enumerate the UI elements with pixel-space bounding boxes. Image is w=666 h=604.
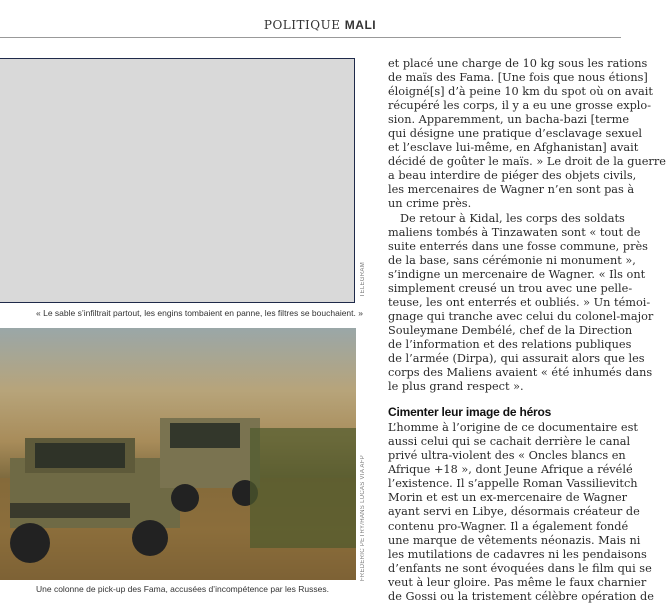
text-line: ayant servi en Libye, désormais créateur de: [388, 505, 640, 519]
photo-credit-1: TELEGRAM: [360, 262, 366, 298]
text-line: récupéré les corps, il y a eu une grosse explo-: [388, 99, 652, 113]
text-line: Morin et est un ex-mercenaire de Wagner: [388, 491, 628, 505]
text-line: veut à leur gloire. Pas même le faux charnier: [388, 575, 647, 589]
text-line: sion. Apparemment, un bacha-bazi [terme: [388, 113, 630, 127]
text-line: d’enfants ne sont évoquées dans le film qui se: [388, 561, 652, 575]
text-line: Afrique +18 », dont Jeune Afrique a révélé: [388, 463, 633, 477]
subheading: Cimenter leur image de héros: [388, 405, 552, 420]
text-line: suite enterrés dans une fosse commune, près: [388, 239, 648, 253]
paragraph-2: [388, 211, 654, 395]
text-line: les mercenaires de Wagner n’en sont pas à: [388, 183, 635, 197]
text-line: qui désigne une pratique d’esclavage sexuel: [388, 127, 642, 141]
text-line: privé ultra-violent des « Oncles blancs en: [388, 449, 626, 463]
text-line: de Gossi ou la tristement célèbre opération de: [388, 589, 654, 603]
text-line: De retour à Kidal, les corps des soldats: [400, 211, 625, 225]
text-line: simplement creusé un trou avec une pelle-: [388, 281, 633, 295]
text-line: Souleymane Dembélé, chef de la Direction: [388, 323, 633, 337]
convoy-illustration: [0, 328, 356, 580]
header-rule: [0, 37, 621, 38]
text-line: les mutilations de cadavres ni les pendaisons: [388, 547, 647, 561]
text-line: corps des Maliens avaient « été inhumés dans: [388, 366, 653, 380]
text-line: teuse, les ont enterrés et oubliés. » Un témoi-: [388, 295, 651, 309]
paragraph-3: [388, 421, 654, 604]
text-line: décidé de goûter le maïs. » Le droit de la guerre: [388, 155, 666, 169]
section-label: POLITIQUE: [263, 18, 341, 32]
section-header: [260, 18, 380, 32]
text-line: contenu pro-Wagner. Il a également fondé: [388, 519, 629, 533]
text-line: L’homme à l’origine de ce documentaire est: [388, 421, 638, 435]
text-line: de maïs des Fama. [Une fois que nous étions]: [388, 71, 648, 85]
text-line: et placé une charge de 10 kg sous les rations: [388, 57, 648, 70]
text-line: s’indigne un mercenaire de Wagner. « Ils ont: [388, 267, 646, 281]
text-line: a beau interdire de piéger des objets civils,: [388, 169, 637, 183]
text-line: un crime près.: [388, 197, 472, 211]
photo-caption-1: « Le sable s’infiltrait partout, les engins tombaient en panne, les filtres se bouchaient. »: [36, 308, 363, 318]
text-line: gnage qui tranche avec celui du colonel-major: [388, 309, 654, 323]
text-line: de l’information et des relations publiques: [388, 337, 632, 351]
text-line: éloigné[s] d’à peine 10 km du spot où on avait: [388, 85, 653, 99]
photo-credit-2: FREDERIC PETRY/HANS LUCAS VIA AFP: [360, 455, 366, 582]
text-line: de la base, sans cérémonie ni monument »,: [388, 253, 636, 267]
country-label: MALI: [344, 18, 377, 32]
photo-caption-2: Une colonne de pick-up des Fama, accusées d’incompétence par les Russes.: [36, 584, 329, 594]
image-placeholder: [0, 58, 355, 303]
paragraph-1: [388, 57, 666, 212]
text-line: et l’esclave lui-même, en Afghanistan] avait: [388, 141, 639, 155]
text-line: maliens tombés à Tinzawaten sont « tout de: [388, 225, 641, 239]
pickup-convoy-photo: [0, 328, 356, 580]
text-line: de l’armée (Dirpa), qui assurait alors que les: [388, 351, 645, 365]
article-column: [388, 57, 666, 604]
text-line: aussi celui qui se cachait derrière le canal: [388, 435, 631, 449]
text-line: le plus grand respect ».: [388, 380, 524, 394]
text-line: l’existence. Il s’appelle Roman Vassilievitch: [388, 477, 638, 491]
text-line: une marque de vêtements néonazis. Mais ni: [388, 533, 641, 547]
